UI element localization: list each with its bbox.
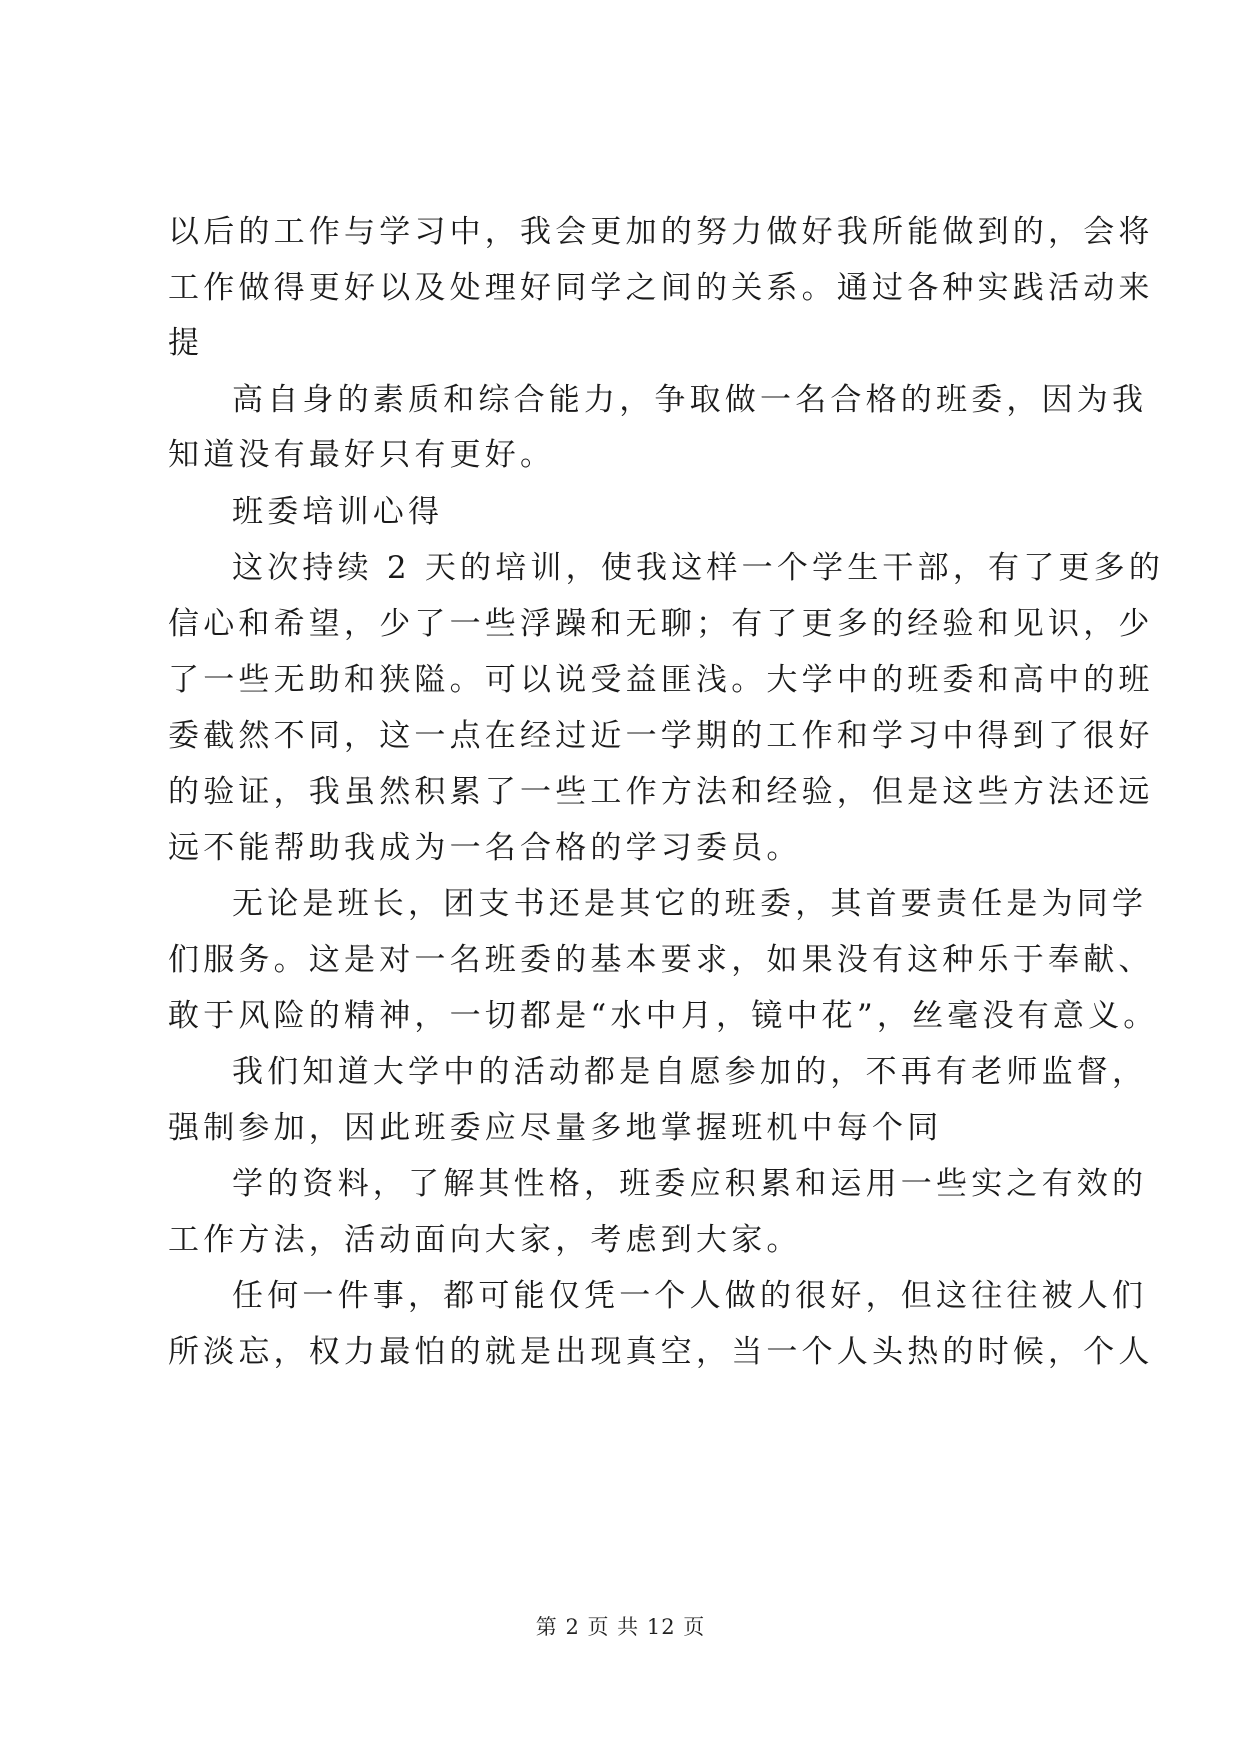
text-line: 学的资料，了解其性格，班委应积累和运用一些实之有效的 [232,1166,1148,1202]
text-line: 工作方法，活动面向大家，考虑到大家。 [168,1222,802,1258]
text-line: 委截然不同，这一点在经过近一学期的工作和学习中得到了很好 [168,718,1154,754]
text-line: 高自身的素质和综合能力，争取做一名合格的班委，因为我 [232,382,1148,418]
text-line: 们服务。这是对一名班委的基本要求，如果没有这种乐于奉献、 [168,942,1154,978]
text-line: 提 [168,325,204,361]
text-line: 以后的工作与学习中，我会更加的努力做好我所能做到的，会将 [168,214,1154,250]
text-line: 信心和希望，少了一些浮躁和无聊；有了更多的经验和见识，少 [168,606,1154,642]
text-line: 敢于风险的精神，一切都是“水中月，镜中花”，丝毫没有意义。 [168,998,1159,1034]
text-line: 任何一件事，都可能仅凭一个人做的很好，但这往往被人们 [232,1278,1148,1314]
text-line: 所淡忘，权力最怕的就是出现真空，当一个人头热的时候，个人 [168,1334,1154,1370]
text-line: 我们知道大学中的活动都是自愿参加的，不再有老师监督， [232,1054,1148,1090]
text-line: 知道没有最好只有更好。 [168,437,556,473]
section-heading: 班委培训心得 [232,494,444,530]
text-line: 无论是班长，团支书还是其它的班委，其首要责任是为同学 [232,886,1148,922]
page-number-footer: 第 2 页 共 12 页 [535,1615,706,1639]
text-line: 这次持续 2 天的培训，使我这样一个学生干部，有了更多的 [232,550,1165,586]
text-line: 远不能帮助我成为一名合格的学习委员。 [168,830,802,866]
text-line: 的验证，我虽然积累了一些工作方法和经验，但是这些方法还远 [168,774,1154,810]
text-line: 了一些无助和狭隘。可以说受益匪浅。大学中的班委和高中的班 [168,662,1154,698]
text-line: 工作做得更好以及处理好同学之间的关系。通过各种实践活动来 [168,270,1154,306]
text-line: 强制参加，因此班委应尽量多地掌握班机中每个同 [168,1110,943,1146]
